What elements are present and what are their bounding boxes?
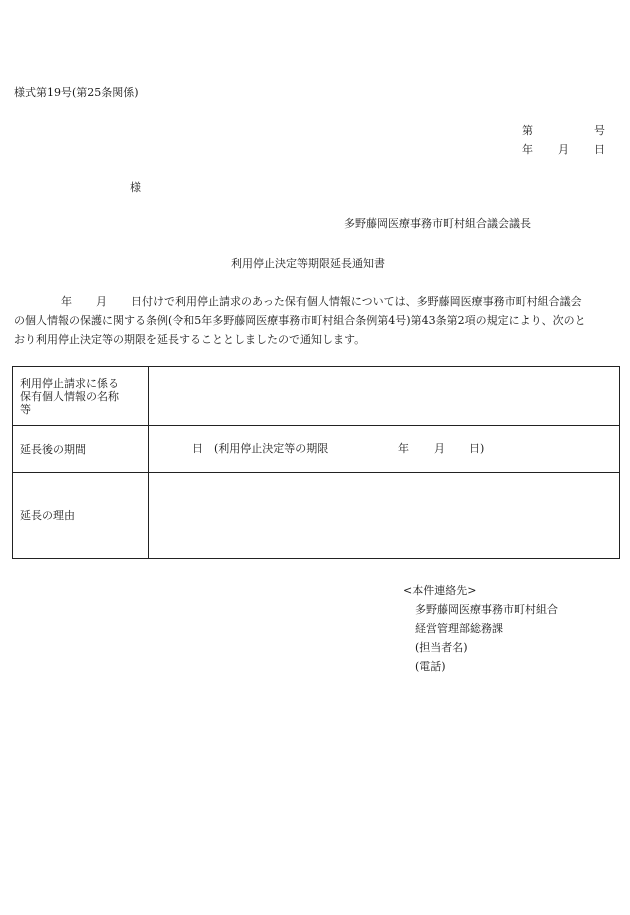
label-info-name-line-1: 利用停止請求に係る [20,376,119,390]
table-row-reason [13,473,620,559]
period-deadline-label: (利用停止決定等の期限 [214,442,329,455]
contact-person: (担当者名) [415,641,468,654]
date-day: 日 [594,143,605,156]
period-day-close: 日) [469,442,485,455]
table-row-info-name [13,367,620,426]
addressee-honorific: 様 [130,181,141,194]
contact-org: 多野藤岡医療事務市町村組合 [415,603,558,616]
label-reason: 延長の理由 [13,473,149,559]
label-info-name [13,367,149,426]
doc-no-suffix: 号 [594,124,605,137]
date-month: 月 [558,143,569,156]
body-line-3: おり利用停止決定等の期限を延長することとしましたので通知します。 [14,333,366,346]
value-info-name[interactable] [149,367,620,426]
contact-block [403,581,558,676]
extension-table [12,366,620,559]
date-year: 年 [522,143,533,156]
label-info-name-line-2: 保有個人情報の名称 [20,389,119,403]
body-line-1 [14,292,618,311]
value-period[interactable] [149,426,620,473]
sender-name: 多野藤岡医療事務市町村組合議会議長 [344,217,531,230]
document-title: 利用停止決定等期限延長通知書 [231,257,385,270]
contact-heading: <本件連絡先> [403,584,477,597]
table-row-period [13,426,620,473]
form-number: 様式第19号(第25条関係) [14,86,139,99]
body-line-1-text: 日付けで利用停止請求のあった保有個人情報については、多野藤岡医療事務市町村組合議会 [131,295,582,308]
label-info-name-line-3: 等 [20,402,31,416]
doc-no-prefix: 第 [522,124,533,137]
period-month: 月 [434,442,445,455]
value-reason[interactable] [149,473,620,559]
body-line-2: の個人情報の保護に関する条例(令和5年多野藤岡医療事務市町村組合条例第4号)第43条第2項の規定により、次のと [14,314,586,327]
label-period: 延長後の期間 [13,426,149,473]
period-day: 日 [192,442,203,455]
body-date-year: 年 [61,295,72,308]
contact-phone: (電話) [415,660,446,673]
body-date-month: 月 [96,295,107,308]
body-paragraph [14,292,618,349]
contact-dept: 経営管理部総務課 [415,622,503,635]
period-year: 年 [398,442,409,455]
